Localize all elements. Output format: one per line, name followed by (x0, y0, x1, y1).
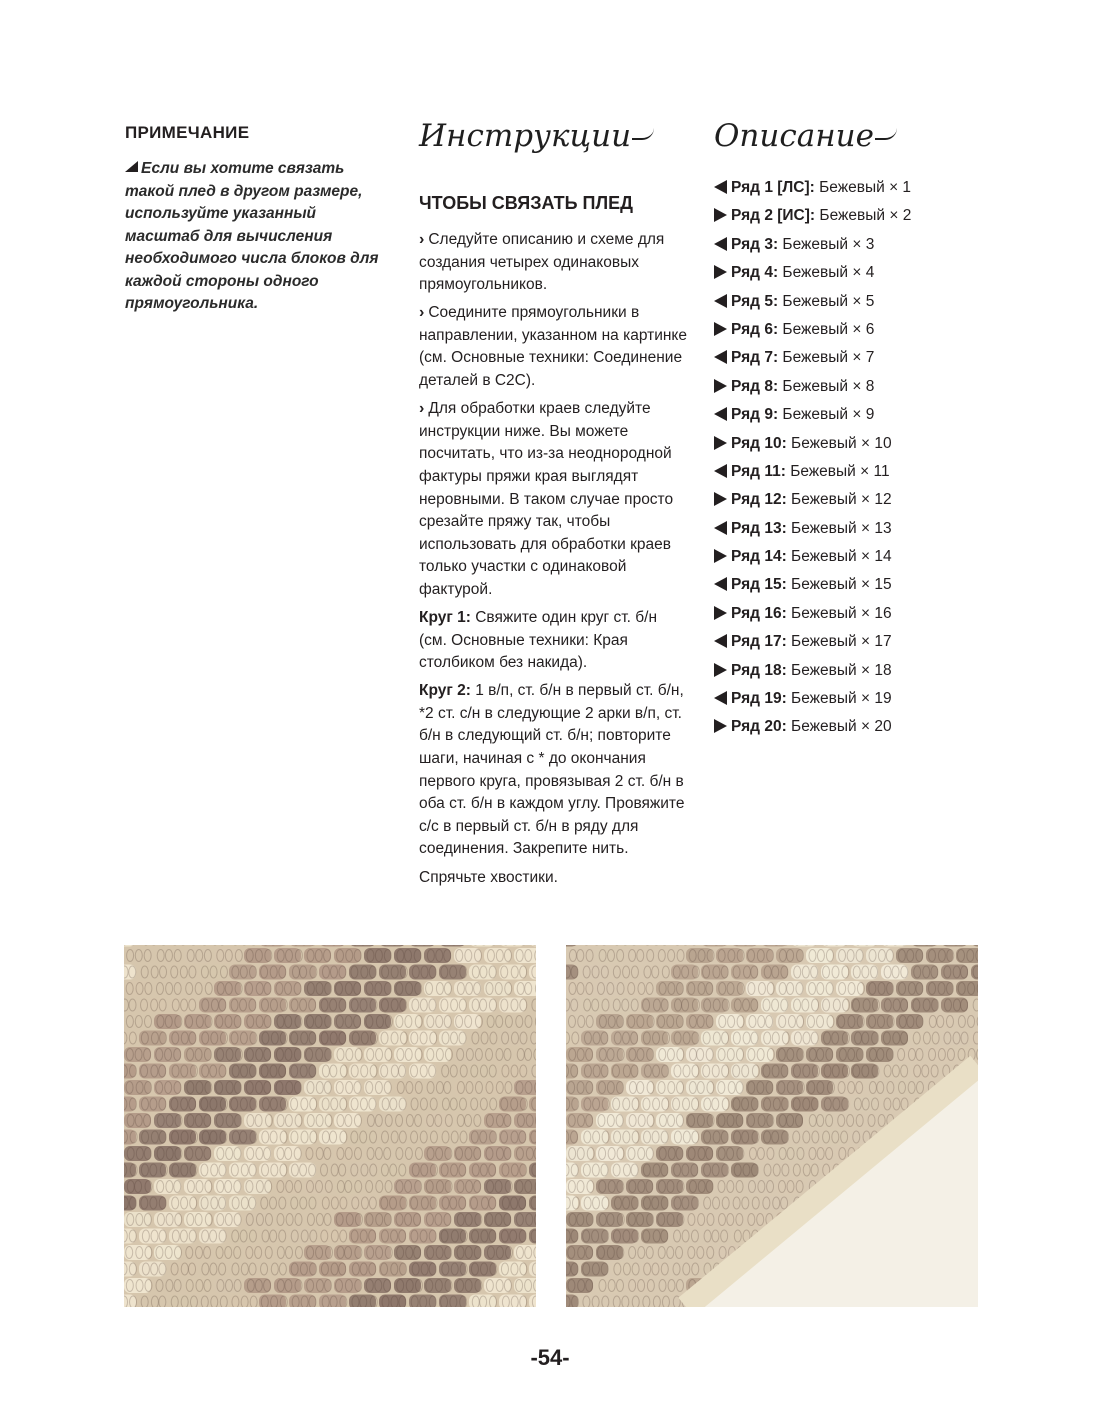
triangle-bullet-icon (125, 161, 138, 172)
arrow-right-icon (714, 208, 727, 222)
description-row (714, 600, 994, 628)
arrow-left-icon (714, 180, 727, 194)
chevron-right-icon: › (419, 304, 425, 322)
row-text: Бежевый × 11 (790, 462, 890, 480)
row-text: Бежевый × 15 (791, 576, 892, 594)
row-text: Бежевый × 8 (782, 377, 875, 395)
round-instruction (419, 607, 687, 675)
instruction-bullet (419, 229, 687, 297)
title-swash-decoration (875, 128, 897, 140)
row-text: Бежевый × 7 (782, 349, 875, 367)
row-label: Ряд 8: (731, 377, 779, 395)
row-text: Бежевый × 10 (791, 434, 892, 452)
instructions-heading: ЧТОБЫ СВЯЗАТЬ ПЛЕД (419, 193, 633, 213)
row-label: Ряд 19: (731, 690, 787, 708)
row-text: Бежевый × 13 (791, 519, 892, 537)
instruction-bullet (419, 398, 687, 601)
description-row (714, 316, 994, 344)
instructions-body (419, 229, 687, 895)
row-label: Ряд 4: (731, 264, 779, 282)
description-row (714, 231, 994, 259)
row-text: Бежевый × 17 (791, 633, 892, 651)
row-text: Бежевый × 14 (791, 548, 892, 566)
closing-instruction: Спрячьте хвостики. (419, 868, 558, 886)
description-row (714, 571, 994, 599)
row-list (714, 174, 994, 742)
arrow-left-icon (714, 350, 727, 364)
row-label: Ряд 14: (731, 548, 787, 566)
row-text: Бежевый × 19 (791, 690, 892, 708)
arrow-right-icon (714, 436, 727, 450)
instructions-title (419, 118, 654, 154)
description-row (714, 401, 994, 429)
row-text: Бежевый × 5 (782, 292, 875, 310)
instruction-bullet-text: Для обработки краев следуйте инструкции ниже. Вы можете посчитать, что из-за неоднородной фактуры пряжи края выглядят неровными. В таком случае просто срезайте пряжу так, чтобы использовать для обработки краев только участки с одинаковой фактурой. (419, 400, 674, 598)
description-title (714, 118, 897, 154)
row-label: Ряд 6: (731, 320, 779, 338)
description-row (714, 543, 994, 571)
description-row (714, 373, 994, 401)
row-text: Бежевый × 16 (791, 604, 892, 622)
arrow-right-icon (714, 549, 727, 563)
page-number: -54- (530, 1345, 570, 1370)
row-text: Бежевый × 6 (782, 320, 875, 338)
row-text: Бежевый × 3 (782, 235, 875, 253)
note-text-block (125, 158, 393, 316)
row-label: Ряд 2 [ИС]: (731, 207, 816, 225)
arrow-right-icon (714, 265, 727, 279)
row-label: Ряд 1 [ЛС]: (731, 179, 815, 196)
arrow-left-icon (714, 464, 727, 478)
description-row (714, 344, 994, 372)
arrow-right-icon (714, 719, 727, 733)
row-label: Ряд 9: (731, 406, 779, 424)
row-label: Ряд 13: (731, 519, 787, 537)
description-row (714, 628, 994, 656)
row-text: Бежевый × 18 (791, 661, 892, 679)
chevron-right-icon: › (419, 400, 425, 418)
note-heading: ПРИМЕЧАНИЕ (125, 123, 250, 142)
row-label: Ряд 5: (731, 292, 779, 310)
row-label: Ряд 3: (731, 235, 779, 253)
description-row (714, 174, 994, 202)
arrow-left-icon (714, 521, 727, 535)
row-label: Ряд 15: (731, 576, 787, 594)
row-label: Ряд 10: (731, 434, 787, 452)
description-title-text: Описание (714, 118, 874, 154)
description-row (714, 259, 994, 287)
description-row (714, 458, 994, 486)
row-label: Ряд 20: (731, 718, 787, 736)
note-text: Если вы хотите связать такой плед в другом размере, используйте указанный масштаб для вычисления необходимого числа блоков для каждой стороны одного прямоугольника. (125, 160, 379, 312)
round-text: 1 в/п, ст. б/н в первый ст. б/н, *2 ст. с/н в следующие 2 арки в/п, ст. б/н в следующий ст. б/н; повторите шаги, начиная с * до окончания первого круга, провязывая 2 ст. б/н в оба ст. б/н в каждом углу. Провяжите с/с в первый ст. б/н в ряду для соединения. Закрепите нить. (419, 682, 685, 858)
row-label: Ряд 7: (731, 349, 779, 367)
chevron-right-icon: › (419, 231, 425, 248)
round-label: Круг 1: (419, 609, 471, 626)
crochet-texture-photo-2 (566, 945, 978, 1307)
description-row (714, 685, 994, 713)
round-label: Круг 2: (419, 682, 471, 700)
instructions-title-text: Инструкции (419, 118, 632, 154)
description-row (714, 202, 994, 230)
row-text: Бежевый × 20 (791, 718, 892, 736)
round-text: Свяжите один круг ст. б/н (см. Основные техники: Края столбиком без накида). (419, 609, 658, 672)
row-text: Бежевый × 12 (791, 491, 892, 509)
arrow-right-icon (714, 322, 727, 336)
arrow-left-icon (714, 691, 727, 705)
row-label: Ряд 11: (731, 462, 786, 480)
arrow-right-icon (714, 492, 727, 506)
description-row (714, 430, 994, 458)
row-text: Бежевый × 9 (782, 406, 875, 424)
arrow-right-icon (714, 606, 727, 620)
instruction-bullet (419, 302, 687, 392)
row-text: Бежевый × 2 (819, 207, 912, 225)
description-row (714, 657, 994, 685)
arrow-right-icon (714, 379, 727, 393)
row-text: Бежевый × 1 (819, 179, 912, 196)
arrow-left-icon (714, 407, 727, 421)
crochet-texture-image-2 (566, 945, 978, 1307)
row-text: Бежевый × 4 (782, 264, 875, 282)
row-label: Ряд 12: (731, 491, 787, 509)
row-label: Ряд 18: (731, 661, 787, 679)
description-row (714, 288, 994, 316)
title-swash-decoration (632, 128, 654, 140)
crochet-texture-photo-1 (124, 945, 536, 1307)
row-label: Ряд 17: (731, 633, 787, 651)
description-row (714, 486, 994, 514)
arrow-left-icon (714, 634, 727, 648)
arrow-left-icon (714, 294, 727, 308)
round-instruction (419, 680, 687, 861)
arrow-left-icon (714, 577, 727, 591)
arrow-right-icon (714, 663, 727, 677)
instruction-bullet-text: Следуйте описанию и схеме для создания четырех одинаковых прямоугольников. (419, 231, 665, 294)
instruction-bullet-text: Соедините прямоугольники в направлении, указанном на картинке (см. Основные техники: Соединение деталей в С2С). (419, 304, 687, 390)
row-label: Ряд 16: (731, 604, 787, 622)
arrow-left-icon (714, 237, 727, 251)
description-row (714, 713, 994, 741)
description-row (714, 515, 994, 543)
crochet-texture-image-1 (124, 945, 536, 1307)
